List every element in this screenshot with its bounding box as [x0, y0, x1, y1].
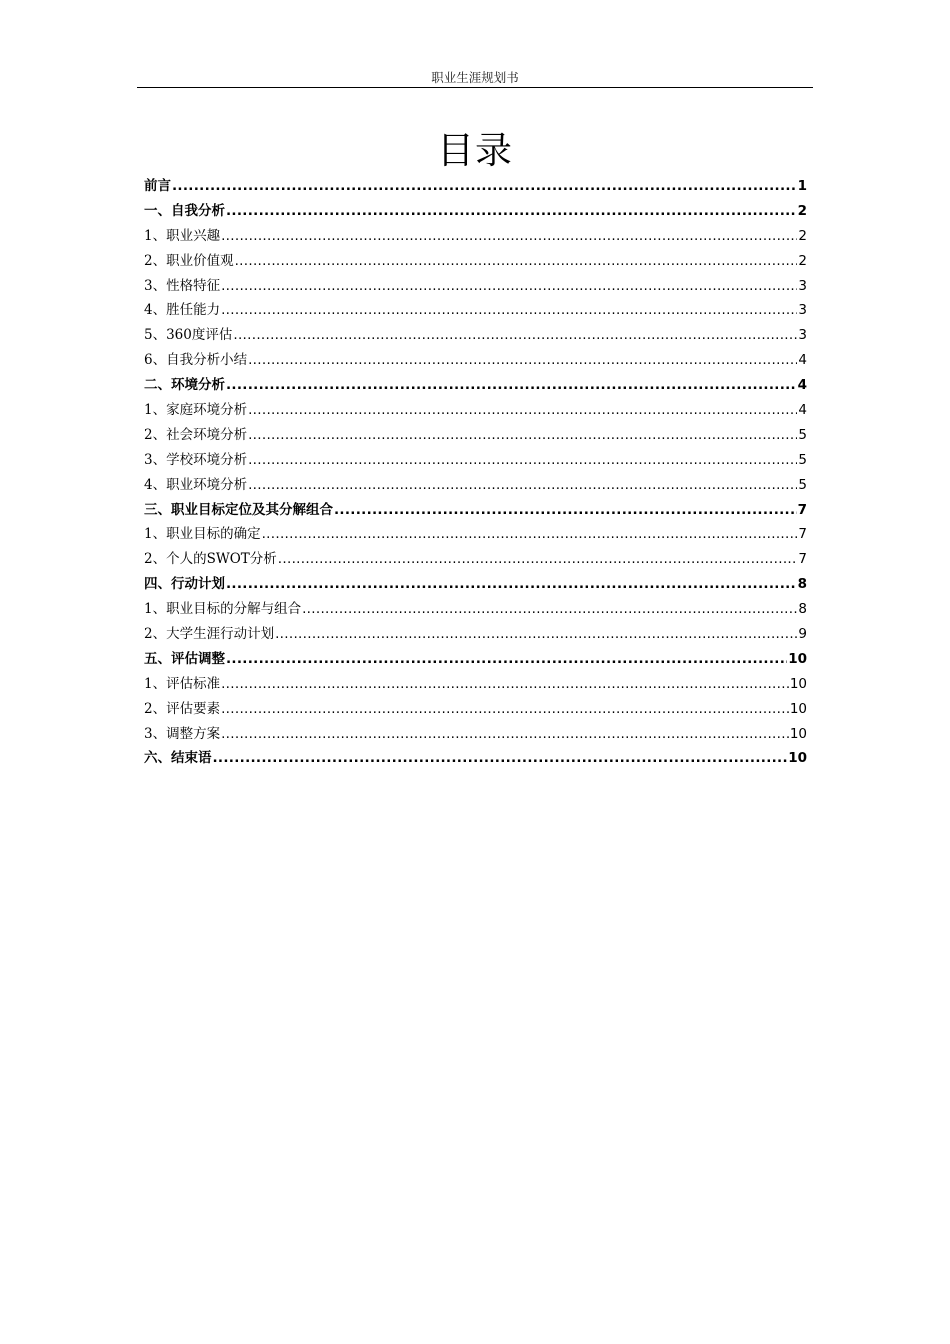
toc-entry-text: 4、职业环境分析 [144, 476, 248, 493]
toc-dot-leader [233, 323, 797, 348]
toc-dot-leader [235, 249, 798, 274]
toc-entry-text: 5、360度评估 [144, 327, 233, 344]
toc-section-entry[interactable] [144, 298, 807, 323]
toc-section-entry[interactable] [144, 224, 807, 249]
toc-page-number: 8 [798, 601, 807, 618]
toc-entry-text: 3、调整方案 [144, 725, 221, 742]
toc-entry-text: 4、胜任能力 [144, 302, 221, 319]
toc-entry-text: 1、职业目标的确定 [144, 526, 261, 543]
toc-section-entry[interactable] [144, 448, 807, 473]
toc-dot-leader [302, 597, 797, 622]
toc-chapter-entry[interactable] [144, 572, 807, 597]
toc-entry-text: 2、职业价值观 [144, 252, 234, 269]
toc-dot-leader [221, 298, 797, 323]
toc-page-number: 3 [798, 302, 807, 319]
toc-entry-text: 3、性格特征 [144, 277, 221, 294]
toc-section-entry[interactable] [144, 722, 807, 747]
toc-section-entry[interactable] [144, 398, 807, 423]
toc-dot-leader [221, 274, 797, 299]
toc-page-number: 4 [798, 352, 807, 369]
toc-section-entry[interactable] [144, 597, 807, 622]
toc-page-number: 8 [797, 576, 807, 593]
toc-page-number: 10 [789, 725, 807, 742]
toc-chapter-entry[interactable] [144, 498, 807, 523]
toc-dot-leader [262, 522, 798, 547]
toc-entry-text: 前言 [144, 178, 171, 194]
toc-section-entry[interactable] [144, 348, 807, 373]
toc-page-number: 9 [798, 626, 807, 643]
toc-page-number: 5 [798, 426, 807, 443]
toc-entry-text: 2、大学生涯行动计划 [144, 626, 275, 643]
toc-page-number: 10 [789, 700, 807, 717]
toc-section-entry[interactable] [144, 323, 807, 348]
toc-entry-text: 6、自我分析小结 [144, 352, 248, 369]
toc-chapter-entry[interactable] [144, 373, 807, 398]
toc-page-number: 10 [788, 750, 807, 767]
toc-dot-leader [221, 224, 797, 249]
table-of-contents [144, 174, 807, 771]
header-rule [137, 87, 813, 88]
toc-entry-text: 2、评估要素 [144, 700, 221, 717]
toc-dot-leader [275, 622, 797, 647]
toc-entry-text: 六、结束语 [144, 750, 212, 767]
toc-entry-text: 一、自我分析 [144, 202, 225, 219]
toc-dot-leader [226, 647, 787, 672]
toc-section-entry[interactable] [144, 522, 807, 547]
toc-section-entry[interactable] [144, 249, 807, 274]
toc-dot-leader [248, 423, 797, 448]
toc-entry-text: 二、环境分析 [144, 377, 225, 394]
toc-section-entry[interactable] [144, 473, 807, 498]
toc-page-number: 5 [798, 451, 807, 468]
toc-page-number: 3 [798, 277, 807, 294]
toc-section-entry[interactable] [144, 672, 807, 697]
toc-entry-text: 2、社会环境分析 [144, 426, 248, 443]
toc-dot-leader [278, 547, 798, 572]
toc-dot-leader [226, 572, 797, 597]
toc-page-number: 3 [798, 327, 807, 344]
toc-chapter-entry[interactable] [144, 746, 807, 771]
toc-entry-text: 1、职业兴趣 [144, 227, 221, 244]
toc-entry-text: 1、家庭环境分析 [144, 402, 248, 419]
toc-page-number: 5 [798, 476, 807, 493]
toc-entry-text: 三、职业目标定位及其分解组合 [144, 501, 333, 518]
toc-dot-leader [213, 746, 788, 771]
toc-dot-leader [221, 672, 789, 697]
toc-dot-leader [226, 199, 797, 224]
toc-dot-leader [334, 498, 797, 523]
toc-section-entry[interactable] [144, 547, 807, 572]
toc-entry-text: 五、评估调整 [144, 650, 225, 667]
toc-dot-leader [248, 473, 797, 498]
toc-dot-leader [172, 174, 797, 199]
toc-dot-leader [221, 722, 789, 747]
toc-entry-text: 1、评估标准 [144, 675, 221, 692]
toc-page-number: 2 [797, 202, 807, 219]
toc-page-number: 10 [788, 650, 807, 667]
running-header: 职业生涯规划书 [431, 70, 519, 85]
toc-dot-leader [248, 348, 797, 373]
toc-dot-leader [221, 697, 789, 722]
toc-title: 目录 [437, 129, 513, 172]
toc-section-entry[interactable] [144, 423, 807, 448]
toc-page-number: 7 [798, 526, 807, 543]
toc-section-entry[interactable] [144, 697, 807, 722]
toc-section-entry[interactable] [144, 622, 807, 647]
toc-page-number: 7 [798, 551, 807, 568]
toc-chapter-entry[interactable] [144, 199, 807, 224]
toc-entry-text: 1、职业目标的分解与组合 [144, 601, 302, 618]
toc-section-entry[interactable] [144, 274, 807, 299]
toc-page-number: 10 [789, 675, 807, 692]
toc-entry-text: 四、行动计划 [144, 576, 225, 593]
toc-entry-text: 3、学校环境分析 [144, 451, 248, 468]
toc-dot-leader [248, 398, 797, 423]
toc-chapter-entry[interactable] [144, 174, 807, 199]
toc-page-number: 2 [798, 227, 807, 244]
toc-page-number: 4 [797, 377, 807, 394]
toc-entry-text: 2、个人的SWOT分析 [144, 551, 277, 568]
toc-page-number: 4 [798, 402, 807, 419]
toc-dot-leader [248, 448, 797, 473]
toc-page-number: 1 [797, 178, 807, 194]
toc-chapter-entry[interactable] [144, 647, 807, 672]
toc-dot-leader [226, 373, 797, 398]
toc-page-number: 7 [797, 501, 807, 518]
toc-page-number: 2 [798, 252, 807, 269]
